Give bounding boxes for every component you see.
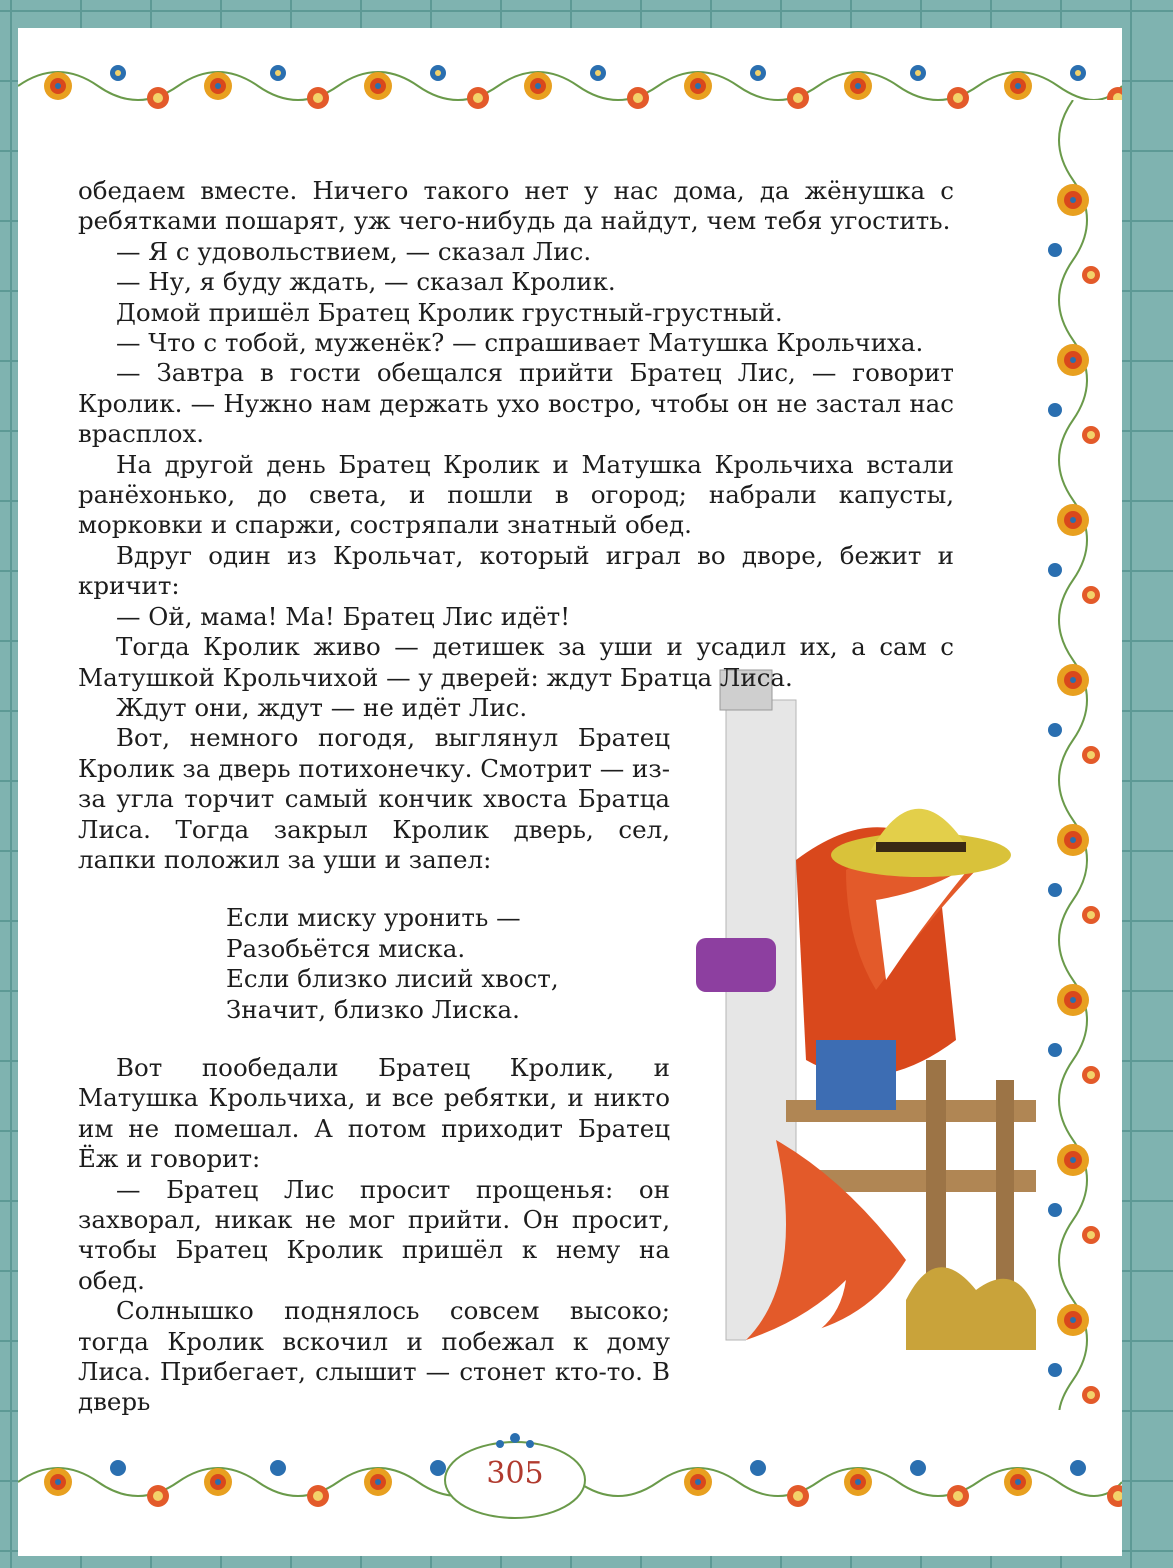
paragraph: обедаем вместе. Ничего такого нет у нас дома, да жёнушка с ребятками пошарят, уж чего-нибудь да найдут, чем тебя угостить. (78, 176, 954, 236)
narrow-column (78, 693, 670, 1418)
paragraph: — Братец Лис просит прощенья: он захворал, никак не мог прийти. Он просит, чтобы Братец Кролик пришёл к нему на обед. (78, 1174, 670, 1295)
paragraph: Вот пообедали Братец Кролик, и Матушка Крольчиха, и все ребятки, и никто им не помешал. А потом приходит Братец Ёж и говорит: (78, 1052, 670, 1174)
poem-line: Значит, близко Лиска. (226, 994, 520, 1024)
paragraph: — Ой, мама! Ма! Братец Лис идёт! (116, 601, 571, 631)
paragraph: На другой день Братец Кролик и Матушка Крольчиха встали ранёхонько, до света, и пошли в огород; набрали капусты, морковки и спаржи, состряпали знатный обед. (78, 449, 954, 540)
paragraph: Тогда Кролик живо — детишек за уши и усадил их, а сам с Матушкой Крольчихой — у дверей: ждут Братца Лиса. (78, 632, 954, 692)
story-text (78, 176, 954, 1418)
poem-line: Разобьётся миска. (226, 933, 466, 963)
paragraph: Солнышко поднялось совсем высоко; тогда Кролик вскочил и побежал к дому Лиса. Прибегает, слышит — стонет кто-то. В дверь (78, 1296, 670, 1417)
paragraph: — Что с тобой, муженёк? — спрашивает Матушка Крольчиха. (116, 328, 924, 358)
page-number: 305 (486, 1456, 544, 1491)
floral-border-top (18, 28, 1122, 128)
paragraph: — Я с удовольствием, — сказал Лис. (116, 236, 592, 266)
poem-line: Если миску уронить — (226, 903, 521, 933)
paragraph: Вдруг один из Крольчат, который играл во дворе, бежит и кричит: (78, 540, 954, 601)
paragraph: Ждут они, ждут — не идёт Лис. (116, 692, 528, 722)
paragraph: — Ну, я буду ждать, — сказал Кролик. (116, 267, 616, 297)
poem (226, 903, 670, 1025)
paragraph: Вот, немного погодя, выглянул Братец Кролик за дверь потихонечку. Смотрит — из-за угла торчит самый кончик хвоста Братца Лиса. Тогда закрыл Кролик дверь, сел, лапки положил за уши и запел: (78, 723, 670, 874)
paragraph: — Завтра в гости обещался прийти Братец Лис, — говорит Кролик. — Нужно нам держать ухо востро, чтобы он не застал нас врасплох. (78, 358, 954, 449)
paragraph: Домой пришёл Братец Кролик грустный-грустный. (116, 297, 783, 327)
poem-line: Если близко лисий хвост, (226, 964, 559, 994)
